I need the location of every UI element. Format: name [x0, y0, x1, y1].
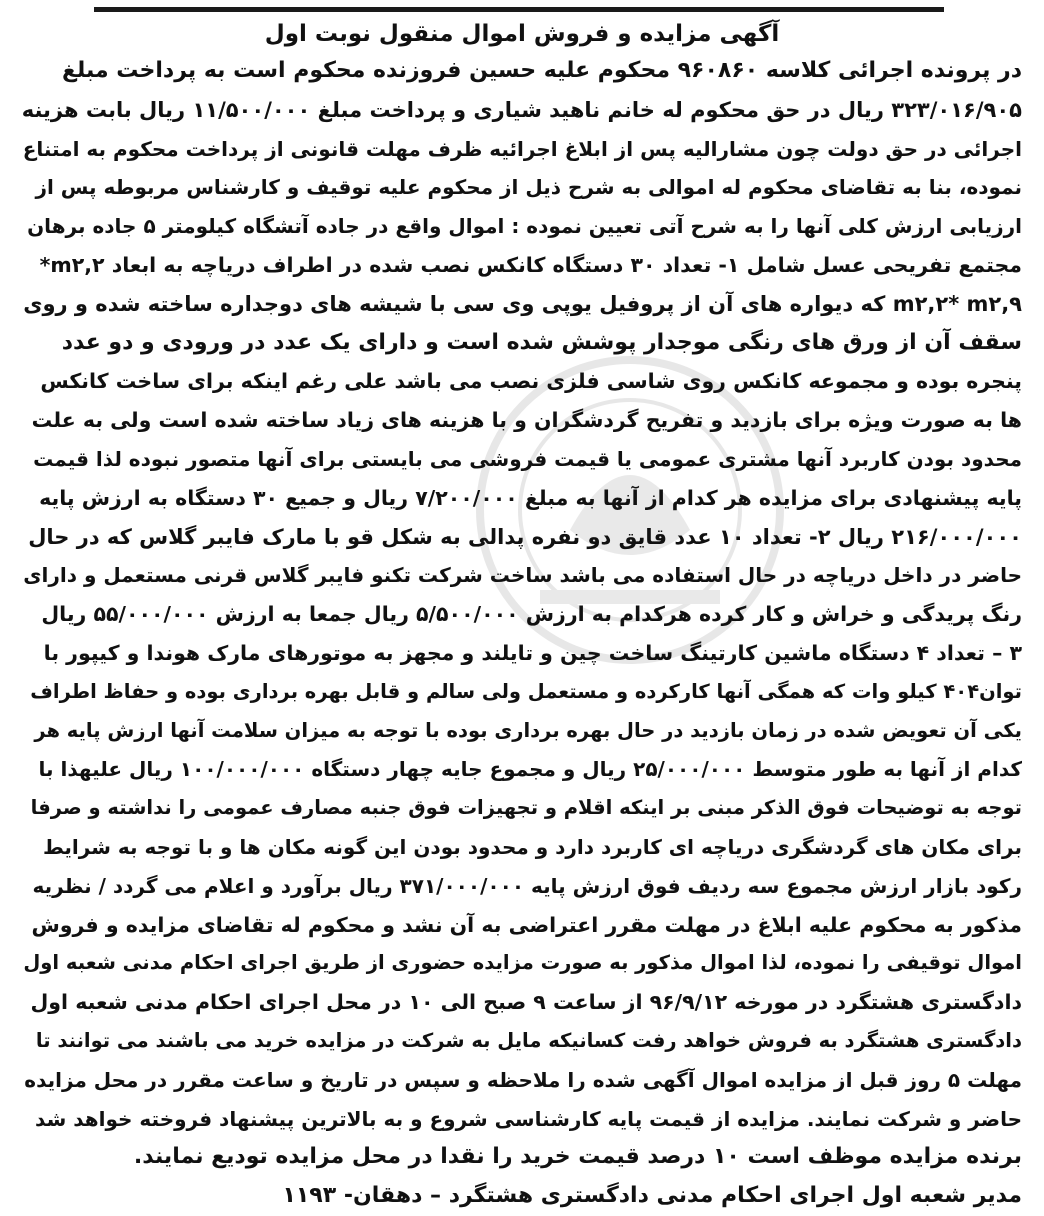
- notice-line: سقف آن از ورق های رنگی موجدار پوشش شده است و دارای یک عدد در ورودی و دو عدد: [61, 329, 1022, 355]
- notice-line: نموده، بنا به تقاضای محکوم له اموالی به شرح ذیل از محکوم علیه توقیف و کارشناس مربوطه پس از: [35, 175, 1022, 200]
- notice-line: محدود بودن کاربرد آنها مشتری عمومی یا قیمت فروشی می بایستی برای آنها متصور نبوده لذا قیمت: [33, 446, 1022, 471]
- notice-line: ۲۱۶/۰۰۰/۰۰۰ ریال ۲- تعداد ۱۰ عدد قایق دو نفره پدالی به شکل قو با مارک فایبر گلاس که در حال: [28, 524, 1022, 549]
- notice-line: ۳ – تعداد ۴ دستگاه ماشین کارتینگ ساخت چین و تایلند و مجهز به موتورهای مارک هوندا و کیپور با: [43, 640, 1022, 665]
- notice-line: پنجره بوده و مجموعه کانکس روی شاسی فلزی نصب می باشد علی رغم اینکه برای ساخت کانکس: [40, 369, 1022, 394]
- notice-line: ارزیابی ارزش کلی آنها را به شرح آتی تعیین نموده : اموال واقع در جاده آتشگاه کیلومتر ۵ جاده برهان: [27, 214, 1022, 239]
- notice-line: برنده مزایده موظف است ۱۰ درصد قیمت خرید را نقدا در محل مزایده تودیع نمایند.: [133, 1144, 1022, 1170]
- notice-line: حاضر و شرکت نمایند. مزایده از قیمت پایه کارشناسی شروع و به بالاترین پیشنهاد فروخته خواهد شد: [35, 1106, 1022, 1131]
- notice-line: مهلت ۵ روز قبل از مزایده اموال آگهی شده را ملاحظه و سپس در تاریخ و ساعت مقرر در محل مزایده: [24, 1067, 1022, 1092]
- notice-line: دادگستری هشتگرد به فروش خواهد رفت کسانیکه مایل به شرکت در مزایده خرید می باشند می توانند تا: [35, 1028, 1022, 1052]
- notice-line: توجه به توضیحات فوق الذکر مبنی بر اینکه اقلام و تجهیزات فوق جنبه مصارف عمومی را نداشته و صرفا: [30, 796, 1022, 820]
- notice-line: m۲,۲* m۲,۹ که دیواره های آن از پروفیل یوپی وی سی با شیشه های دوجداره ساخته شده و روی: [23, 291, 1022, 316]
- notice-signature: مدیر شعبه اول اجرای احکام مدنی دادگستری هشتگرد – دهقان- ۱۱۹۳: [282, 1183, 1022, 1209]
- notice-line: توان۴۰۴ کیلو وات که همگی آنها کارکرده و مستعمل ولی سالم و قابل بهره برداری بوده و حفاظ اطراف: [30, 679, 1022, 703]
- notice-title: آگهی مزایده و فروش اموال منقول نوبت اول: [264, 21, 780, 47]
- notice-line: ها به صورت ویژه برای بازدید و تفریح گردشگران و با هزینه های زیاد ساخته شده است ولی به علت: [31, 408, 1022, 433]
- notice-line: در پرونده اجرائی کلاسه ۹۶۰۸۶۰ محکوم علیه حسین فروزنده محکوم است به پرداخت مبلغ: [61, 58, 1022, 83]
- notice-line: مذکور به محکوم علیه ابلاغ در مهلت مقرر اعتراضی به آن نشد و محکوم له تقاضای مزایده و فروش: [31, 912, 1022, 937]
- notice-line: ۳۲۳/۰۱۶/۹۰۵ ریال در حق محکوم له خانم ناهید شیاری و پرداخت مبلغ ۱۱/۵۰۰/۰۰۰ ریال بابت هزینه: [22, 97, 1022, 122]
- notice-line: مجتمع تفریحی عسل شامل ۱- تعداد ۳۰ دستگاه کانکس نصب شده در اطراف دریاچه به ابعاد m۲,۲*: [39, 252, 1022, 277]
- notice-line: اموال توقیفی را نموده، لذا اموال مذکور به صورت مزایده حضوری از طریق اجرای احکام مدنی شعبه اول: [23, 951, 1022, 975]
- notice-line: پایه پیشنهادی برای مزایده هر کدام از آنها به مبلغ ۷/۲۰۰/۰۰۰ ریال و جمیع ۳۰ دستگاه به ارزش پایه: [39, 485, 1022, 510]
- notice-document: [22, 16, 1022, 1216]
- notice-line: حاضر در داخل دریاچه در حال استفاده می باشد ساخت شرکت تکنو فایبر گلاس قرنی مستعمل و دارای: [23, 563, 1022, 588]
- notice-line: رنگ پریدگی و خراش و کار کرده هرکدام به ارزش ۵/۵۰۰/۰۰۰ ریال جمعا به ارزش ۵۵/۰۰۰/۰۰۰ ریال: [41, 602, 1022, 627]
- notice-line: کدام از آنها به طور متوسط ۲۵/۰۰۰/۰۰۰ ریال و مجموع جایه چهار دستگاه ۱۰۰/۰۰۰/۰۰۰ ریال علیهذا با: [38, 757, 1022, 782]
- notice-line: رکود بازار ارزش مجموع سه ردیف فوق ارزش پایه ۳۷۱/۰۰۰/۰۰۰ ریال برآورد و اعلام می گردد / نظریه: [32, 873, 1022, 898]
- notice-line: اجرائی در حق دولت چون مشارالیه پس از ابلاغ اجرائیه ظرف مهلت قانونی از پرداخت محکوم به امتناع: [22, 136, 1022, 161]
- notice-line: یکی آن تعویض شده در زمان بازدید در حال بهره برداری بوده با توجه به میزان سلامت آنها ارزش پایه هر: [34, 718, 1022, 742]
- notice-line: برای مکان های گردشگری دریاچه ای کاربرد دارد و محدود بودن این گونه مکان ها و با توجه به شرایط: [42, 834, 1022, 859]
- top-rule: [94, 7, 944, 12]
- notice-line: دادگستری هشتگرد در مورخه ۹۶/۹/۱۲ از ساعت ۹ صبح الی ۱۰ در محل اجرای احکام مدنی شعبه اول: [30, 990, 1022, 1015]
